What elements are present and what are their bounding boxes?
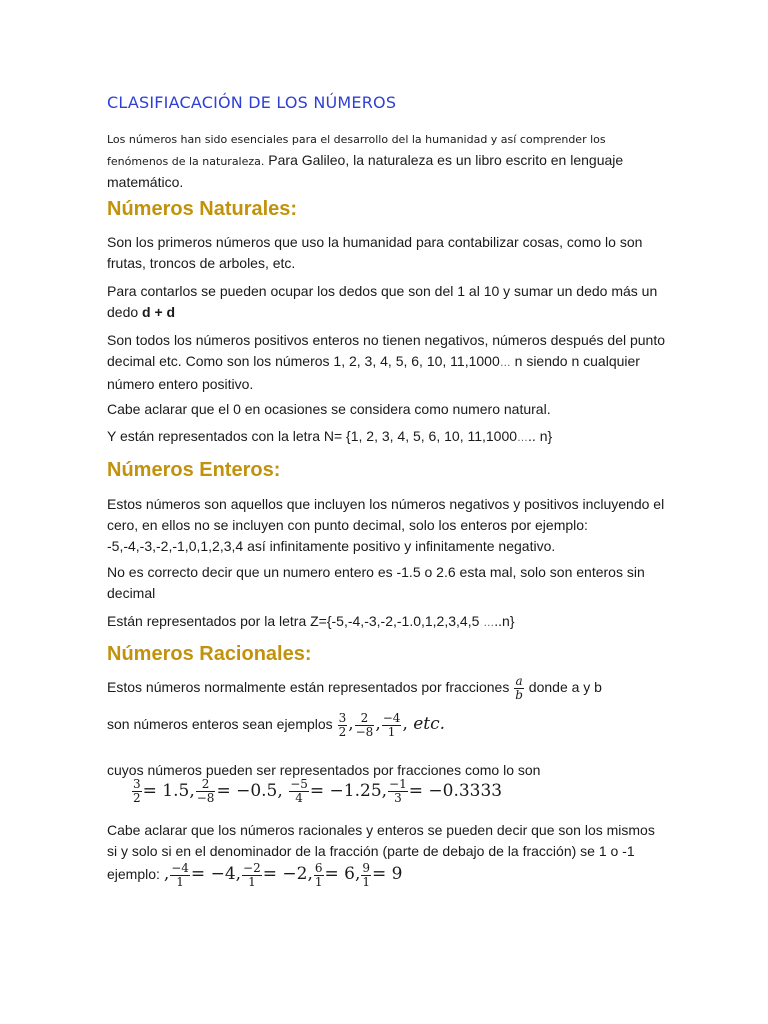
intro-small-text: Los números han sido esenciales para el desarrollo del la humanidad y así comprender los fenómenos de la naturaleza. — [107, 133, 606, 168]
fraction: $\frac{-5}{4}$ — [290, 777, 308, 805]
naturales-p5-text: Y están representados con la letra N= {1, 2, 3, 4, 5, 6, 10, 11,1000 — [107, 428, 518, 444]
naturales-p3-ellipsis: … — [499, 357, 511, 369]
racionales-p4-text: Cabe aclarar que los números racionales y enteros se pueden decir que son los mismos si y solo si en el denominador de la fracción (parte de debajo de la fracción) se 1 o -1 ejemplo: — [107, 822, 655, 883]
decimal-equations: $\frac{3}{2}$ = 1.5, $\frac{2}{-8}$ = −0.5, $\frac{-5}{4}$ = −1.25, $\frac{-1}{3}$ = −0.3333 — [133, 777, 503, 805]
heading-enteros: Números Enteros: — [107, 459, 281, 481]
naturales-p5 — [107, 426, 667, 449]
naturales-p1: Son los primeros números que uso la humanidad para contabilizar cosas, como lo son frutas, troncos de arboles, etc. — [107, 234, 643, 271]
page-title: CLASIFIACACIÓN DE LOS NÚMEROS — [107, 93, 397, 112]
racionales-p2-text: son números enteros sean ejemplos — [107, 716, 337, 733]
fraction: $\frac{6}{1}$ — [314, 861, 323, 889]
naturales-p5-end: .. n} — [528, 428, 553, 444]
fraction: $\frac{2}{-8}$ — [355, 711, 374, 739]
naturales-p2 — [107, 281, 667, 323]
intro-paragraph — [107, 128, 667, 193]
fraction: $\frac{-1}{3}$ — [389, 777, 407, 805]
heading-racionales: Números Racionales: — [107, 643, 312, 665]
naturales-p2-bold: d + d — [142, 304, 176, 320]
enteros-p3-ellipsis: … — [483, 617, 495, 629]
fraction-a-b: $\frac{a}{b}$ — [515, 674, 523, 702]
enteros-p3-end: ..n} — [494, 613, 515, 629]
racionales-p1-end: donde a y b — [524, 679, 602, 696]
enteros-p1: Estos números son aquellos que incluyen los números negativos y positivos incluyendo el cero, en ellos no se incluyen con punto decimal, solo los enteros por ejemplo: -5,-4,-3,-2,-1,0,1,2,3,4 así infinitamente positivo y infinitamente negativo. — [107, 496, 665, 554]
naturales-p5-ellipsis: … — [517, 432, 529, 444]
naturales-p3-end: n siendo n cualquier número entero positivo. — [107, 353, 640, 392]
enteros-p3 — [107, 611, 667, 634]
racionales-p3: cuyos números pueden ser representados por fracciones como lo son — [107, 762, 541, 778]
enteros-p3-text: Están representados por la letra Z={-5,-4,-3,-2,-1.0,1,2,3,4,5 — [107, 613, 484, 629]
fraction: $\frac{-4}{1}$ — [382, 711, 401, 739]
heading-naturales: Números Naturales: — [107, 198, 298, 220]
etc-text: etc. — [407, 714, 446, 735]
racionales-p1 — [107, 675, 667, 702]
racionales-p2: son números enteros sean ejemplos $\frac{3}{2}$ , $\frac{2}{-8}$ , $\frac{-4}{1}$ , etc. — [107, 711, 446, 739]
fraction: $\frac{3}{2}$ — [133, 777, 141, 805]
enteros-p2: No es correcto decir que un numero entero es -1.5 o 2.6 esta mal, solo son enteros sin decimal — [107, 564, 645, 601]
naturales-p2-text: Para contarlos se pueden ocupar los dedos que son del 1 al 10 y sumar un dedo más un dedo — [107, 283, 658, 320]
naturales-p4: Cabe aclarar que el 0 en ocasiones se considera como numero natural. — [107, 401, 551, 417]
racionales-p4: Cabe aclarar que los números racionales y enteros se pueden decir que son los mismos si y solo si en el denominador de la fracción (parte de debajo de la fracción) se 1 o -1 ejemplo: , $\frac{-4}{1}$ = −4, $\frac{-2}{1}$ = −2, $\frac{6}{1}$ = 6, $\frac{9}{1}$ = 9 — [107, 822, 655, 889]
fraction: $\frac{3}{2}$ — [338, 711, 347, 739]
racionales-p1-text: Estos números normalmente están representados por fracciones — [107, 679, 514, 696]
fraction: $\frac{-2}{1}$ — [243, 861, 261, 889]
fraction: $\frac{9}{1}$ — [362, 861, 371, 889]
naturales-p3 — [107, 330, 667, 395]
fraction: $\frac{2}{-8}$ — [196, 777, 215, 805]
intro-regular-text: Para Galileo, la naturaleza es un libro escrito en lenguaje matemático. — [107, 152, 624, 190]
naturales-p3-text: Son todos los números positivos enteros no tienen negativos, números después del punto decimal etc. Como son los números 1, 2, 3, 4, 5, 6, 10, 11,1000 — [107, 332, 666, 369]
fraction: $\frac{-4}{1}$ — [171, 861, 189, 889]
